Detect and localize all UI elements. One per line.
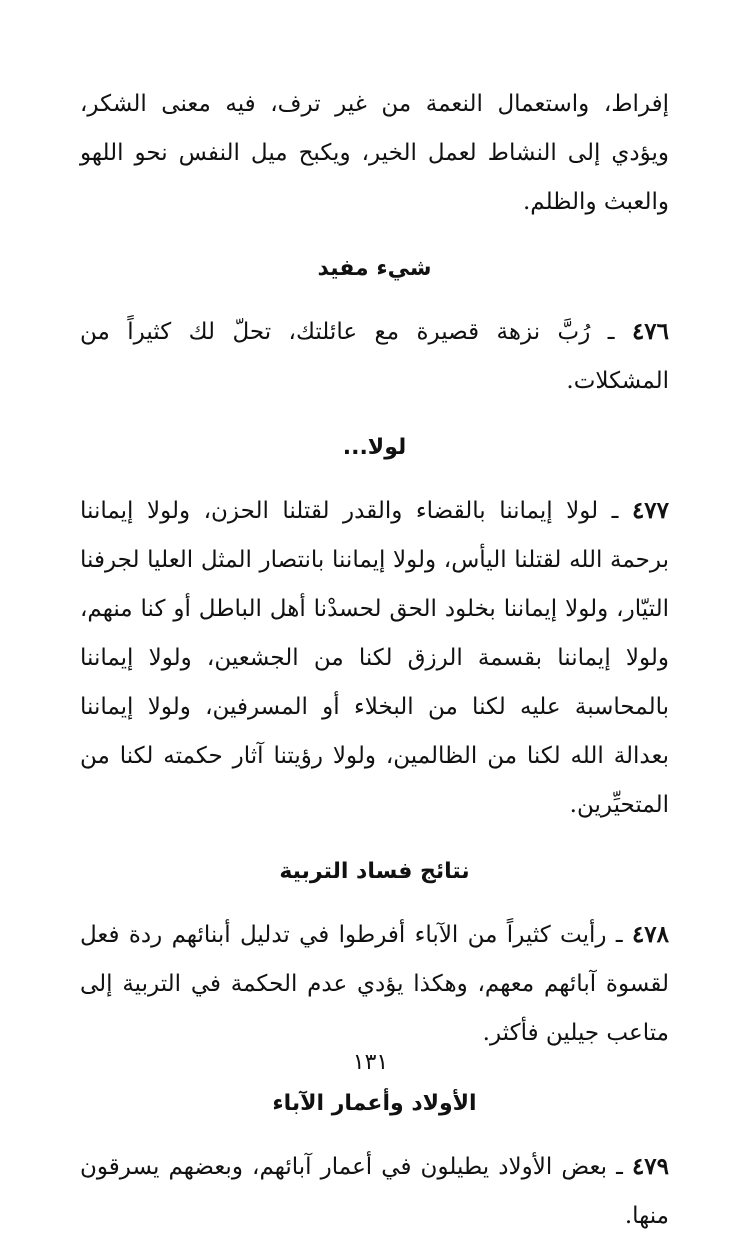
paragraph-478: [80, 910, 669, 1058]
section-heading-if-not: لولا...: [342, 435, 407, 460]
section-heading-useful-thing: شيء مفيد: [317, 256, 432, 281]
section-heading-upbringing-results: نتائج فساد التربية: [279, 859, 470, 884]
paragraph-479: [80, 1142, 669, 1241]
page-number: ١٣١: [352, 1050, 389, 1075]
paragraph-476: [80, 307, 669, 406]
paragraph-text: ـ رأيت كثيراً من الآباء أفرطوا في تدليل أبنائهم ردة فعل لقسوة آبائهم معهم، وهكذا يؤدي عدم الحكمة في التربية إلى متاعب جيلين فأكثر.: [80, 922, 669, 1046]
paragraph-number: ٤٧٨: [631, 921, 670, 948]
paragraph-number: ٤٧٦: [631, 318, 670, 345]
paragraph-477: [80, 486, 669, 830]
paragraph-text: ـ بعض الأولاد يطيلون في أعمار آبائهم، وبعضهم يسرقون منها.: [80, 1154, 669, 1229]
paragraph-text: ـ لولا إيماننا بالقضاء والقدر لقتلنا الحزن، ولولا إيماننا برحمة الله لقتلنا اليأس، ولولا إيماننا بانتصار المثل العليا لجرفنا التيّار، ولولا إيماننا بخلود الحق لحسدْنا أهل الباطل أو كنا منهم، ولولا إيماننا بقسمة الرزق لكنا من الجشعين، ولولا إيماننا بالمحاسبة عليه لكنا من البخلاء أو المسرفين، ولولا إيماننا بعدالة الله لكنا من الظالمين، ولولا رؤيتنا آثار حكمته لكنا من المتحيِّرين.: [80, 498, 669, 818]
paragraph-number: ٤٧٩: [631, 1153, 670, 1180]
paragraph-continued: إفراط، واستعمال النعمة من غير ترف، فيه معنى الشكر، ويؤدي إلى النشاط لعمل الخير، ويكبح ميل النفس نحو اللهو والعبث والظلم.: [80, 91, 669, 215]
paragraph-number: ٤٧٧: [631, 497, 670, 524]
section-heading-children-and-parents: الأولاد وأعمار الآباء: [272, 1091, 477, 1116]
paragraph-text: ـ رُبَّ نزهة قصيرة مع عائلتك، تحلّ لك كثيراً من المشكلات.: [80, 319, 669, 394]
